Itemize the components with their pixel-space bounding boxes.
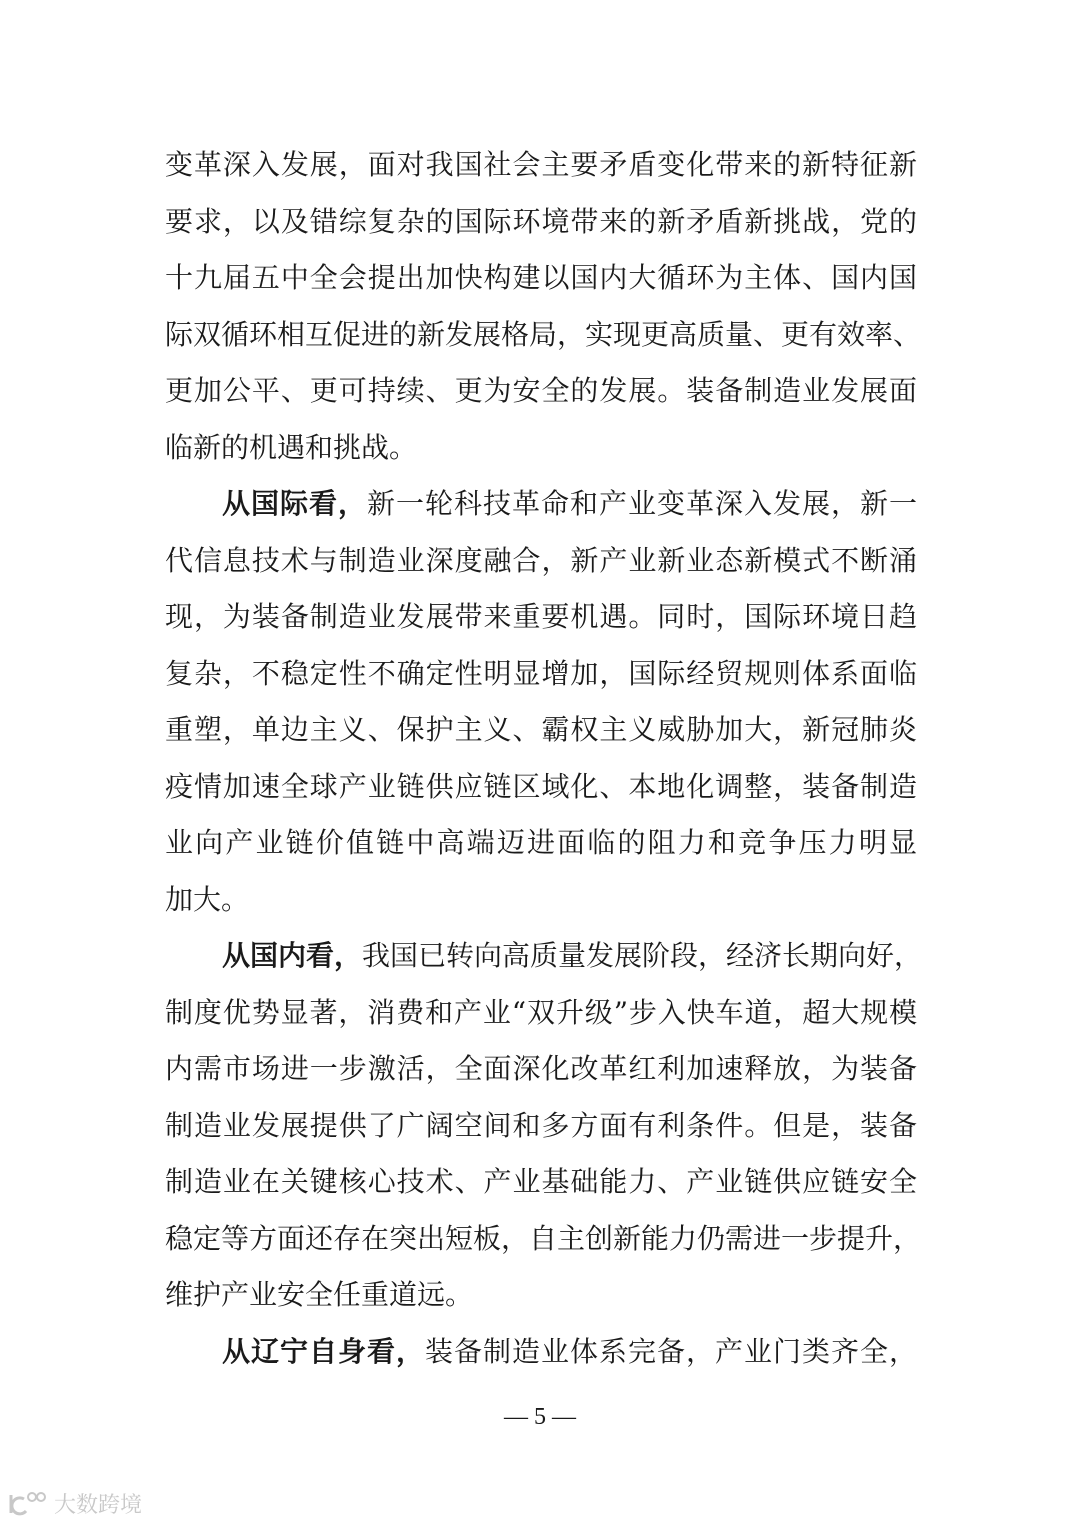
watermark-text: 大数跨境 bbox=[54, 1493, 143, 1518]
text-line: 复杂，不稳定性不确定性明显增加，国际经贸规则体系面临 bbox=[165, 656, 917, 690]
text-line: 现，为装备制造业发展带来重要机遇。同时，国际环境日趋 bbox=[165, 600, 917, 633]
text-line: 稳定等方面还存在突出短板，自主创新能力仍需进一步提升， bbox=[165, 1221, 922, 1255]
text-span: 新一轮科技革命和产业变革深入发展，新一 bbox=[367, 487, 917, 520]
text-line: 业向产业链价值链中高端迈进面临的阻力和竞争压力明显 bbox=[165, 826, 917, 859]
watermark bbox=[8, 1488, 142, 1519]
text-line: 加大。 bbox=[165, 882, 250, 916]
text-line: 制造业在关键核心技术、产业基础能力、产业链供应链安全 bbox=[165, 1165, 917, 1198]
page-number: — 5 — bbox=[504, 1404, 576, 1430]
paragraph-first-line bbox=[165, 1324, 917, 1381]
text-line: 际双循环相互促进的新发展格局，实现更高质量、更有效率、 bbox=[165, 317, 922, 351]
paragraph-lead: 从辽宁自身看， bbox=[222, 1334, 425, 1368]
text-line: 十九届五中全会提出加快构建以国内大循环为主体、国内国 bbox=[165, 261, 917, 294]
document-body bbox=[165, 137, 923, 1380]
watermark-logo-icon bbox=[8, 1491, 48, 1517]
text-line: 变革深入发展，面对我国社会主要矛盾变化带来的新特征新 bbox=[165, 148, 917, 181]
text-line: 疫情加速全球产业链供应链区域化、本地化调整，装备制造 bbox=[165, 769, 917, 803]
paragraph-lead: 从国内看， bbox=[222, 939, 363, 972]
text-line: 制造业发展提供了广阔空间和多方面有利条件。但是，装备 bbox=[165, 1108, 917, 1142]
text-line: 维护产业安全任重道远。 bbox=[165, 1278, 474, 1311]
text-line: 内需市场进一步激活，全面深化改革红利加速释放，为装备 bbox=[165, 1052, 917, 1085]
text-line: 制度优势显著，消费和产业“双升级”步入快车道，超大规模 bbox=[165, 995, 917, 1029]
text-span: 我国已转向高质量发展阶段，经济长期向好， bbox=[362, 939, 923, 972]
paragraph-lead: 从国际看， bbox=[222, 487, 367, 520]
text-line: 重塑，单边主义、保护主义、霸权主义威胁加大，新冠肺炎 bbox=[165, 713, 917, 746]
text-span: 装备制造业体系完备，产业门类齐全， bbox=[425, 1334, 917, 1368]
paragraph-first-line bbox=[165, 928, 923, 985]
paragraph-first-line bbox=[165, 476, 917, 533]
text-line: 更加公平、更可持续、更为安全的发展。装备制造业发展面 bbox=[165, 374, 917, 407]
text-line: 临新的机遇和挑战。 bbox=[165, 430, 418, 464]
text-line: 要求，以及错综复杂的国际环境带来的新矛盾新挑战，党的 bbox=[165, 204, 917, 238]
text-line: 代信息技术与制造业深度融合，新产业新业态新模式不断涌 bbox=[165, 543, 917, 577]
